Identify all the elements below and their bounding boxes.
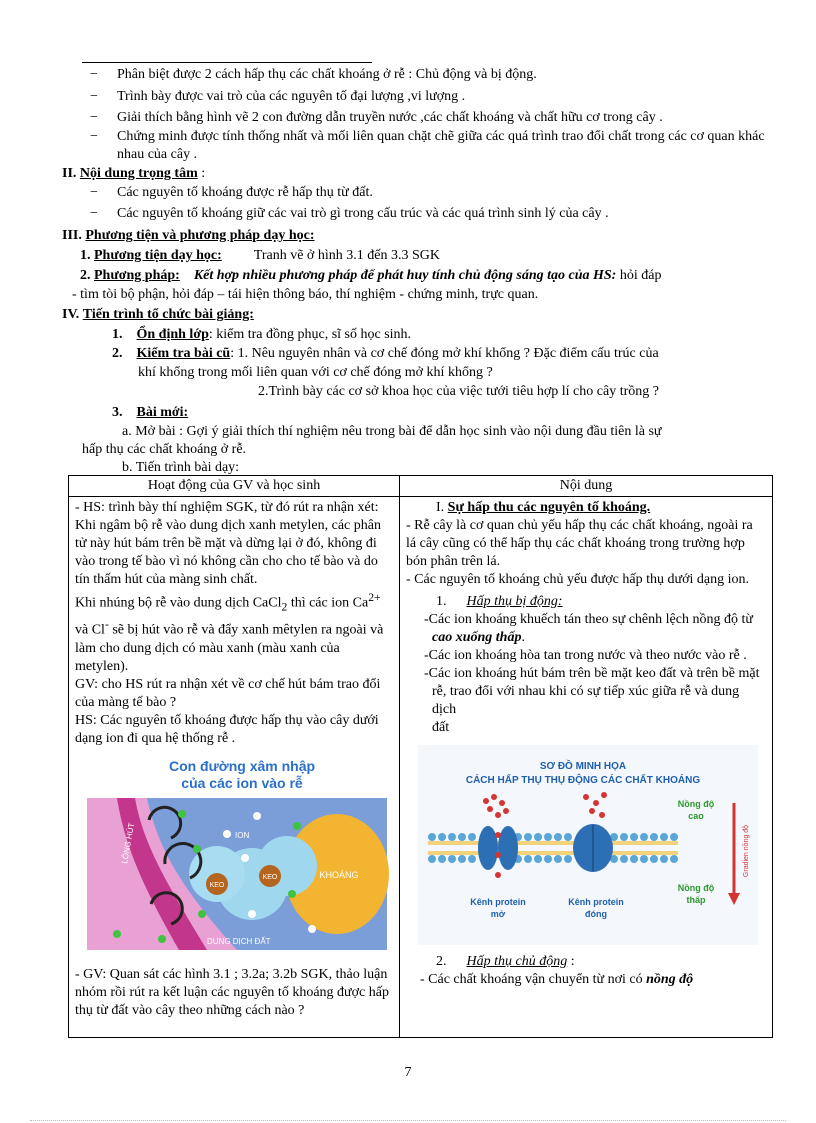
table-header-left: Hoạt động của GV và học sinh [69,476,400,497]
open-channel-label: Kênh protein [470,897,526,907]
passive-point-cont: đất [432,720,450,735]
section-3-heading: III. Phương tiện và phương pháp dạy học: [62,228,315,243]
section-2-item: − Các nguyên tố khoáng được rễ hấp thụ từ đất. [90,185,373,200]
high-conc-label: Nồng độ [677,799,715,809]
closed-channel [573,824,613,872]
closed-channel-label: đóng [585,909,607,919]
step-3: 3. Bài mới: [112,405,189,420]
section-2-item: − Các nguyên tố khoáng giữ các vai trò gì trong cấu trúc và các quá trình sinh lý của cây . [90,206,609,221]
passive-point: -Các ion khoáng hòa tan trong nước và theo nước vào rễ . [424,648,747,663]
mineral-label: KHOÁNG [319,870,359,881]
step-2-question-2: 2.Trình bày các cơ sở khoa học của việc tưới tiêu hợp lí cho cây trồng ? [258,384,659,399]
colloid-label: KEO [262,874,278,882]
colloid-label: KEO [209,882,225,890]
objective-item: − Trình bày được vai trò của các nguyên tố đại lượng ,vi lượng . [90,89,466,104]
footer-dotted-rule [30,1120,786,1121]
open-channel-label: mở [490,909,506,919]
figure-title-1: Con đường xâm nhập [168,758,316,775]
section-3-item-1: 1. Phương tiện dạy học: Tranh vẽ ở hình 3.1 đến 3.3 SGK [80,248,440,263]
passive-absorption-figure [418,745,758,945]
step-2: 2. Kiểm tra bài cũ: 1. Nêu nguyên nhân và cơ chế đóng mở khí khổng ? Đặc điểm cấu trúc của [112,346,659,361]
figure2-title-1: SƠ ĐỒ MINH HỌA [539,761,627,772]
objective-item: − Phân biệt được 2 cách hấp thụ các chất khoáng ở rễ : Chủ động và bị động. [90,67,537,82]
section-3-item-2: 2. Phương pháp: Kết hợp nhiều phương pháp để phát huy tính chủ động sáng tạo của HS: hỏi đáp [80,268,662,283]
section-4-heading: IV. Tiến trình tổ chức bài giảng: [62,307,254,322]
gradient-label: Gradien nồng độ [743,824,750,878]
section-3-item-2-cont: - tìm tòi bộ phận, hỏi đáp – tái hiện thông báo, thí nghiệm - chứng minh, trực quan. [72,287,539,302]
page-number: 7 [404,1065,412,1080]
lesson-progress-label: b. Tiến trình bài dạy: [122,460,240,475]
subheading-passive: 1. Hấp thụ bị động: [436,594,563,609]
lesson-table [68,475,773,1038]
closed-channel-label: Kênh protein [568,897,624,907]
activity-text: - HS: trình bày thí nghiệm SGK, từ đó rút ra nhận xét: Khi ngâm bộ rễ vào dung dịch xanh metylen, các phân tử này hút bám trên bề mặt và dừng lại ở đó, không đi vào trong tế bào vì nó không cần cho cho tế bào và do tín thấm hút của màng sinh chất. [75,500,381,587]
root-hair-label: LÔNG HÚT [120,822,137,865]
activity-column [69,497,400,1038]
activity-text: - GV: Quan sát các hình 3.1 ; 3.2a; 3.2b SGK, thảo luận nhóm rồi rút ra kết luận các nguyên tố khoáng được hấp thụ từ đất vào cây theo những cách nào ? [75,967,389,1019]
soil-solution-label: DUNG DỊCH ĐẤT [207,937,271,947]
objective-item: − Giải thích bằng hình vẽ 2 con đường dẫn truyền nước ,các chất khoáng và chất hữu cơ trong cây . [90,110,663,125]
passive-point: -Các ion khoáng khuếch tán theo sự chênh lệch nồng độ từ cao xuống thấp. [424,612,753,645]
intro-line-cont: hấp thụ các chất khoáng ở rễ. [82,442,247,457]
intro-line: a. Mở bài : Gợi ý giải thích thí nghiệm nêu trong bài để dẫn học sinh vào nội dung đầu tiên là sự [122,424,662,439]
objective-item: − Chứng minh được tính thống nhất và mối liên quan chặt chẽ giữa các quá trình trao đổi chất trong các cơ quan khác nhau của cây . [90,129,765,162]
active-point: - Các chất khoáng vận chuyển từ nơi có nồng độ [420,972,694,987]
subheading-active: 2. Hấp thụ chủ động : [436,954,575,969]
table-header-right: Nội dung [400,476,773,497]
high-conc-label: cao [688,811,704,821]
passive-point: -Các ion khoáng hút bám trên bề mặt keo đất và trên bề mặt rễ, trao đổi với nhau khi có sự tiếp xúc giữa rễ và dung dịch [424,666,760,717]
figure2-title-2: CÁCH HẤP THỤ THỤ ĐỘNG CÁC CHẤT KHOÁNG [465,775,701,786]
low-conc-label: thấp [686,895,706,905]
ion-label: ION [235,831,250,841]
content-text: - Các nguyên tố khoáng chủ yếu được hấp thụ dưới dạng ion. [406,572,749,587]
top-rule [82,62,372,63]
step-2-cont: khí khổng trong mối liên quan với cơ chế đóng mở khí khổng ? [138,365,493,380]
low-conc-label: Nồng độ [677,883,715,893]
content-heading: I. Sự hấp thu các nguyên tố khoáng. [436,500,651,515]
figure-title-2: của các ion vào rễ [181,775,303,792]
content-column [400,497,773,1038]
ion-pathway-figure [87,754,397,954]
section-2-heading: II. Nội dung trọng tâm : [62,166,206,181]
content-text: - Rễ cây là cơ quan chủ yếu hấp thụ các chất khoáng, ngoài ra lá cây cũng có thể hấp thụ các chất khoáng trong trường hợp bón phân trên lá. [406,518,753,569]
activity-text: GV: cho HS rút ra nhận xét về cơ chế hút bám trao đổi của màng tế bào ? [75,677,381,711]
activity-text: HS: Các nguyên tố khoáng được hấp thụ vào cây dưới dạng ion đi qua hệ thống rễ . [75,713,379,747]
activity-text: Khi nhúng bộ rễ vào dung dịch CaCl$_2$ thì các ion $Ca^{2+}$ và Cl- sẽ bị hút vào rễ và đẩy xanh mêtylen ra ngoài và làm cho dung dịch có màu xanh (màu xanh của metylen). [75,591,384,675]
step-1: 1. Ổn định lớp: kiểm tra đồng phục, sĩ số học sinh. [112,327,412,342]
